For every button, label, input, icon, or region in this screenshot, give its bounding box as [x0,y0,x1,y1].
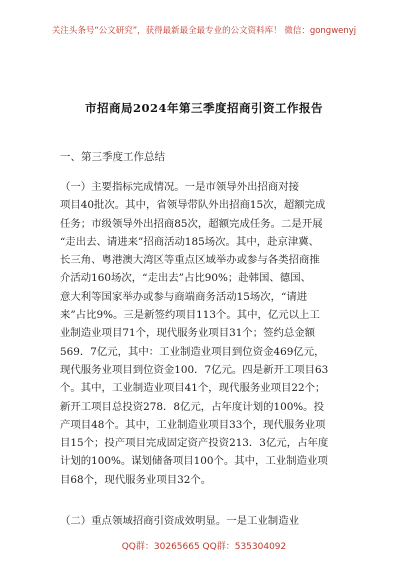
text-line: 新开工项目总投资278．8亿元，占年度计划的100%。投 [60,400,324,413]
text-line: 569．7亿元，其中：工业制造业项目到位资金469亿元， [60,345,325,358]
paragraph-2 [60,512,360,530]
paragraph-1 [60,178,360,489]
text-line: 来”占比9%。三是新签约项目113个。其中，亿元以上工 [60,309,320,322]
text-line: 意大利等国家举办或参与商端商务活动15场次，“请进 [60,290,308,303]
text-line: “走出去、请进来”招商活动185场次。其中，赴京津冀、 [60,235,320,248]
section-heading: 一、第三季度工作总结 [60,151,165,163]
text-line: 长三角、粤港澳大湾区等重点区域举办或参与各类招商推 [60,254,320,267]
text-line: 项目40批次。其中，省领导带队外出招商15次，超额完成 [60,199,326,212]
text-line: （一）主要指标完成情况。一是市领导外出招商对接 [60,181,299,193]
text-line: 个。其中，工业制造业项目41个，现代服务业项目22个； [60,382,326,395]
text-line: 产项目48个。其中，工业制造业项目33个，现代服务业项 [60,418,326,431]
text-line: 目15个；投产项目完成固定资产投资213．3亿元，占年度 [60,437,329,450]
text-line: 现代服务业项目到位资金100．7亿元。四是新开工项目63 [60,363,329,376]
footer-contact: QQ群：30265665 QQ群：535304092 [121,542,287,552]
document-title: 市招商局2024年第三季度招商引资工作报告 [84,101,323,115]
text-line: 介活动160场次，“走出去”占比90%；赴韩国、德国、 [60,272,311,285]
text-line: 任务；市级领导外出招商85次，超额完成任务。二是开展 [60,217,323,230]
text-line: 业制造业项目71个，现代服务业项目31个；签约总金额 [60,327,316,340]
text-line: 计划的100%。谋划储备项目100个。其中，工业制造业项 [60,455,328,468]
text-line: 目68个，现代服务业项目32个。 [60,473,212,486]
header-banner: 关注头条号“公文研究”，获得最新最全最专业的公文资料库！ 微信：gongwenyj [51,26,357,36]
text-line: （二）重点领域招商引资成效明显。一是工业制造业 [60,515,299,527]
